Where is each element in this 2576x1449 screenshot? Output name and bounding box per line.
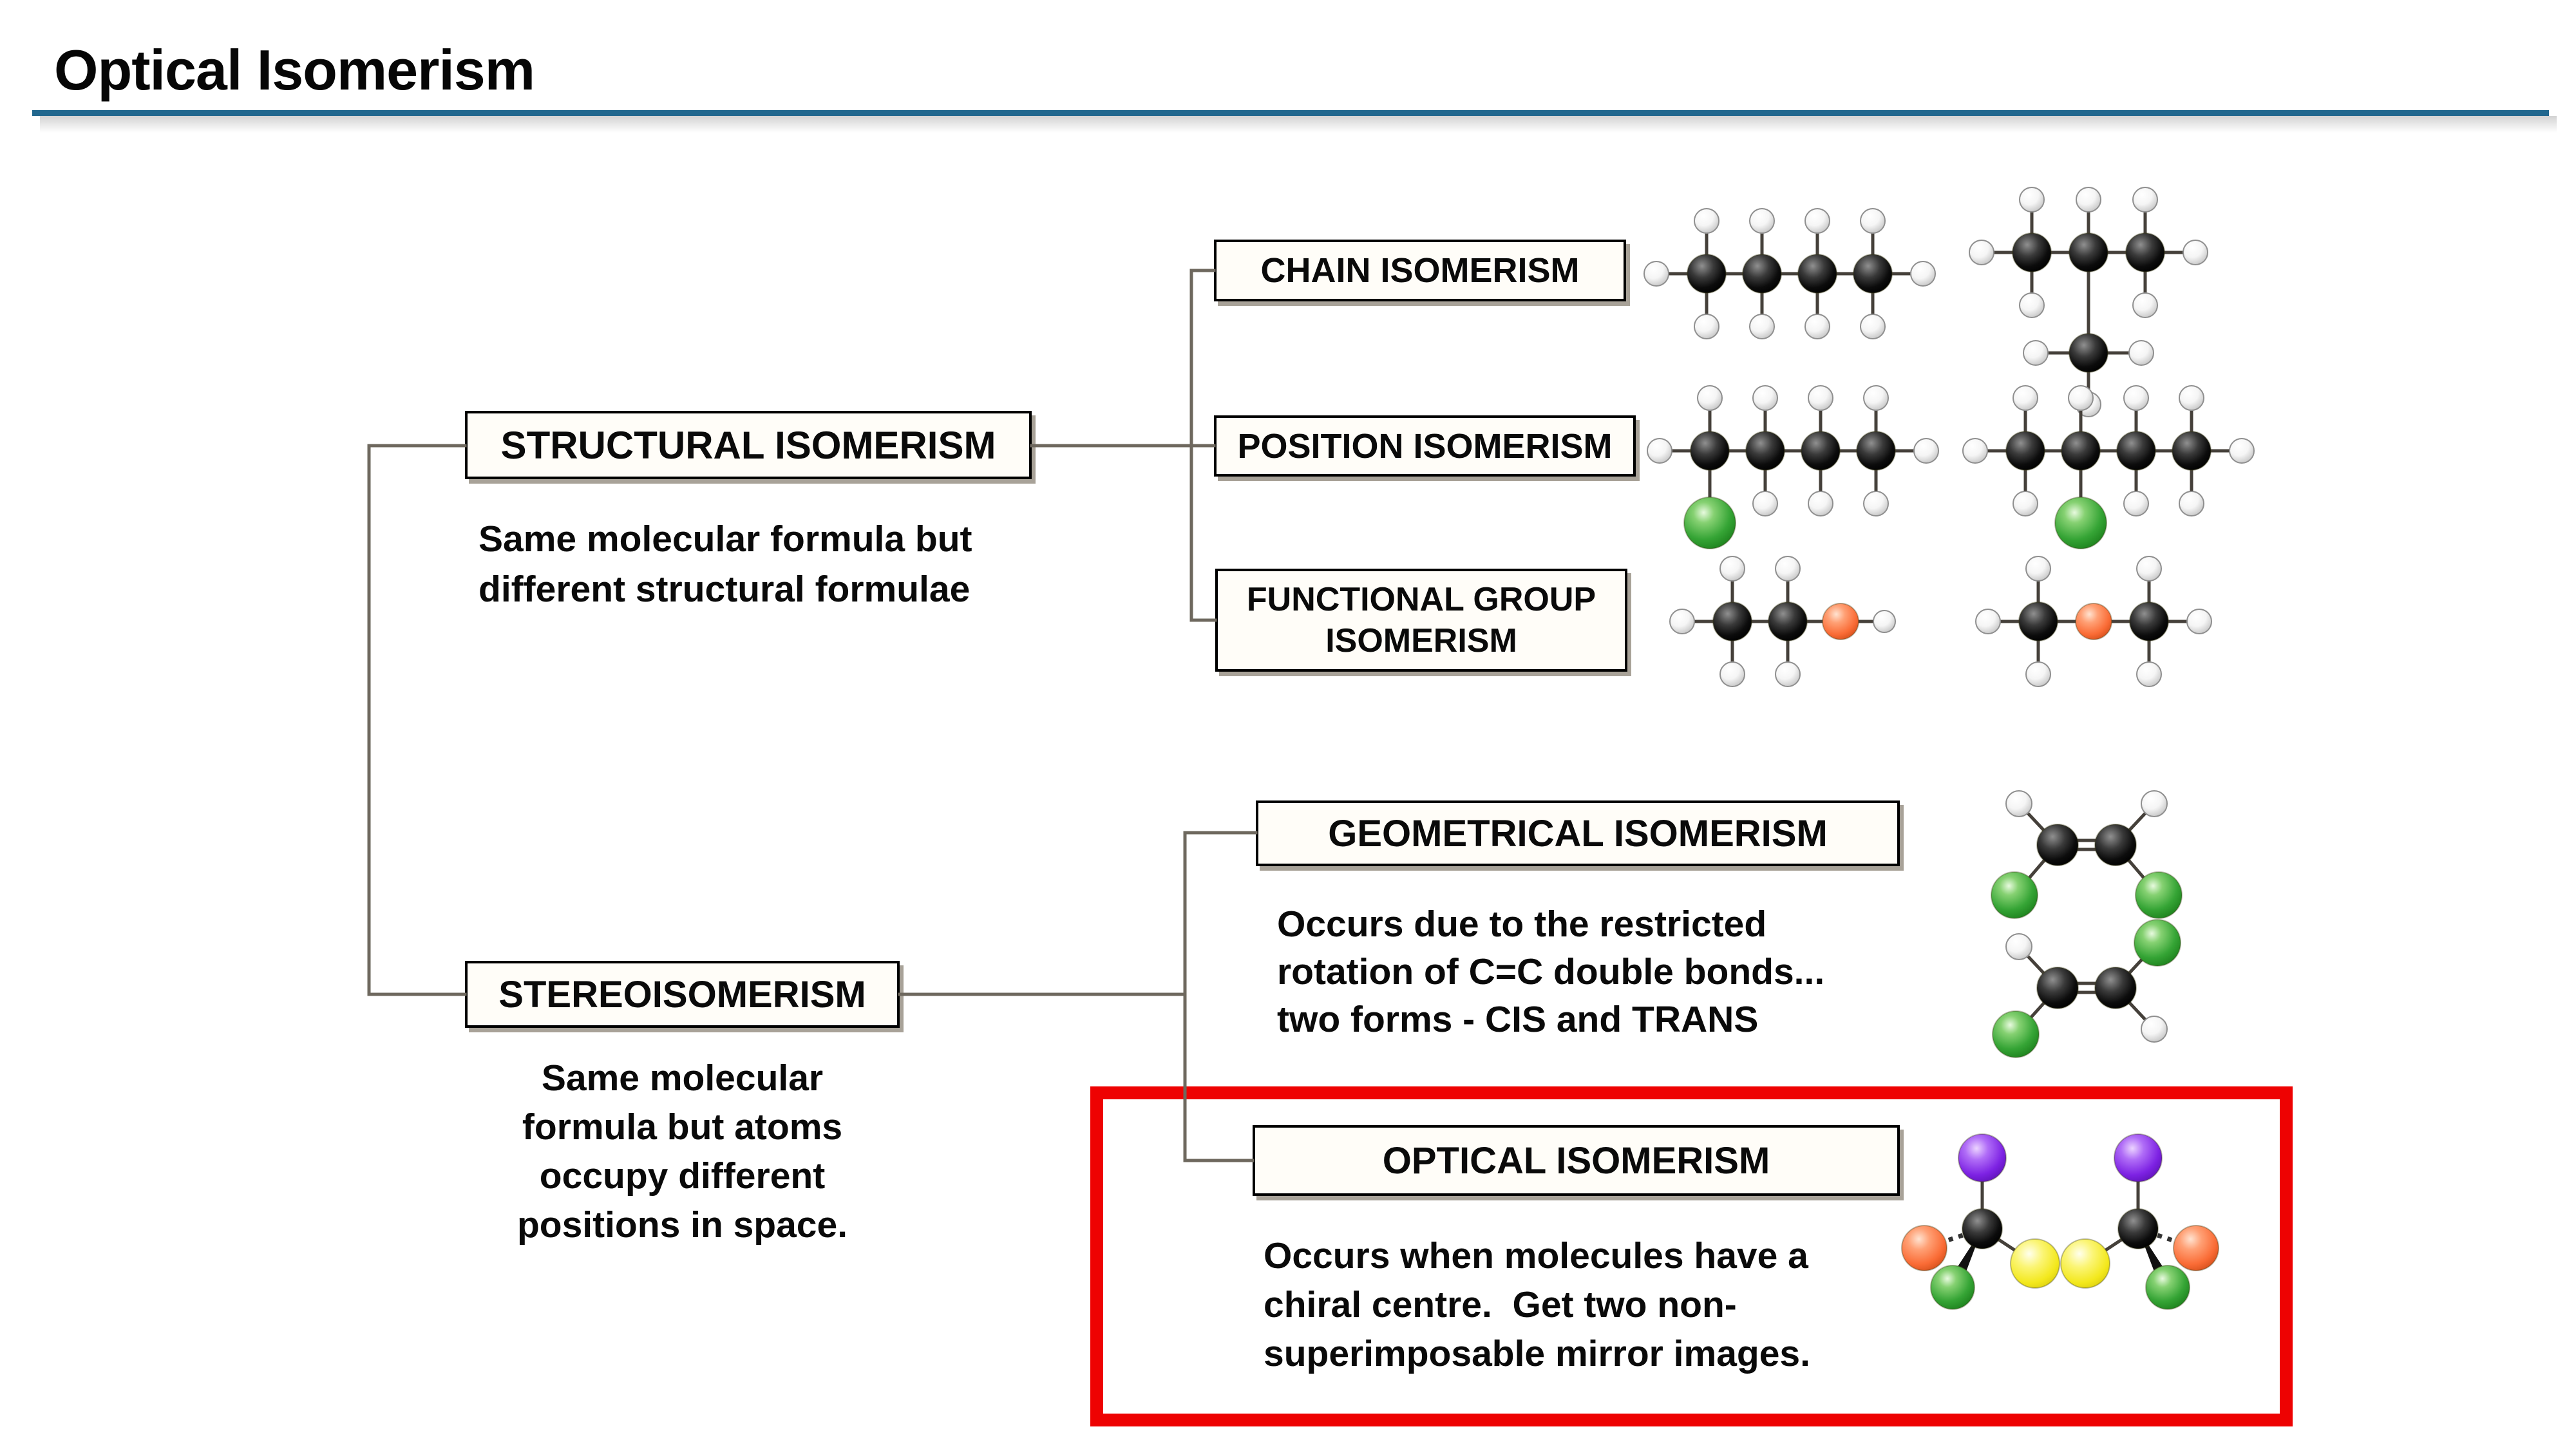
butane-atom-C: [1798, 254, 1837, 293]
2-chlorobutane-atom-H: [2013, 491, 2038, 516]
ethanol-atom-H: [1873, 611, 1895, 632]
butane-atom-H: [1750, 209, 1774, 233]
butane-atom-C: [1853, 254, 1892, 293]
optical-description-line: chiral centre. Get two non-: [1264, 1284, 1737, 1325]
trans-isomer-atom-C: [2095, 967, 2136, 1009]
ethanol-atom-H: [1776, 556, 1800, 581]
bond: [2019, 947, 2058, 988]
trans-isomer-atom-H: [2141, 1016, 2167, 1042]
2-chlorobutane-atom-H: [2124, 386, 2148, 410]
1-chlorobutane-atom-H: [1864, 386, 1888, 410]
molecule-methylpropane: [1969, 187, 2208, 417]
methylpropane-atom-H: [2133, 187, 2157, 212]
2-chlorobutane-atom-H: [2013, 386, 2038, 410]
butane-atom-H: [1805, 314, 1830, 339]
methylpropane-atom-H: [2076, 187, 2101, 212]
dimethyl-ether-atom-H: [2026, 662, 2050, 687]
methylpropane-atom-C: [2069, 233, 2108, 272]
dimethyl-ether-atom-C: [2130, 602, 2168, 641]
structural-isomerism-label: STRUCTURAL ISOMERISM: [500, 423, 996, 467]
position-isomerism-label: POSITION ISOMERISM: [1237, 426, 1613, 466]
ethanol-atom-C: [1768, 602, 1807, 641]
methylpropane-atom-C: [2069, 334, 2108, 372]
2-chlorobutane-atom-H: [2069, 386, 2093, 410]
1-chlorobutane-atom-C: [1857, 431, 1895, 470]
geometrical-description-line: Occurs due to the restricted: [1277, 904, 1767, 945]
ethanol-atom-H: [1720, 556, 1745, 581]
molecule-dimethyl-ether: [1976, 556, 2211, 687]
butane-atom-H: [1694, 314, 1719, 339]
stereo-description: [465, 1054, 900, 1249]
optical-description-line: Occurs when molecules have a: [1264, 1235, 1808, 1276]
molecule-butane: [1644, 209, 1935, 339]
butane-atom-H: [1750, 314, 1774, 339]
butane-atom-H: [1861, 209, 1885, 233]
bond: [2019, 804, 2058, 845]
dimethyl-ether-atom-H: [2026, 556, 2050, 581]
butane-atom-H: [1911, 261, 1935, 286]
2-chlorobutane-atom-H: [1963, 439, 1987, 463]
geometrical-description-line: rotation of C=C double bonds...: [1277, 951, 1825, 992]
dimethyl-ether-atom-C: [2019, 602, 2058, 641]
stereo-description-line: positions in space.: [516, 1204, 848, 1245]
1-chlorobutane-atom-Cl: [1684, 497, 1736, 549]
molecule-ethanol: [1670, 556, 1895, 687]
molecule-1-chlorobutane: [1647, 386, 1938, 549]
stereo-description-line: Same molecular: [541, 1057, 824, 1099]
title-underline: [32, 110, 2549, 116]
structural-description-line: different structural formulae: [478, 569, 971, 610]
stereo-description-line: occupy different: [539, 1155, 826, 1197]
molecule-trans-isomer: [1993, 920, 2181, 1057]
stereo-description-line: formula but atoms: [522, 1106, 843, 1148]
ethanol-atom-O: [1823, 603, 1859, 639]
optical-isomerism-box: [1253, 1125, 1900, 1196]
1-chlorobutane-atom-H: [1753, 386, 1777, 410]
1-chlorobutane-atom-C: [1746, 431, 1785, 470]
1-chlorobutane-atom-H: [1698, 386, 1722, 410]
methylpropane-atom-H: [2020, 293, 2044, 317]
methylpropane-atom-H: [2133, 293, 2157, 317]
bond: [2116, 988, 2154, 1029]
trans-isomer-atom-Cl: [1993, 1011, 2039, 1057]
dimethyl-ether-atom-H: [1976, 609, 2000, 634]
1-chlorobutane-atom-H: [1808, 491, 1833, 516]
structural-description-line: Same molecular formula but: [478, 518, 972, 560]
ethanol-atom-C: [1713, 602, 1752, 641]
2-chlorobutane-atom-H: [2124, 491, 2148, 516]
structural-description: [478, 514, 972, 614]
1-chlorobutane-atom-H: [1753, 491, 1777, 516]
ethanol-atom-H: [1720, 662, 1745, 687]
bond: [2116, 845, 2159, 895]
1-chlorobutane-atom-H: [1864, 491, 1888, 516]
cis-isomer-atom-C: [2095, 824, 2136, 866]
1-chlorobutane-atom-H: [1808, 386, 1833, 410]
functional-group-isomerism-box: [1215, 569, 1627, 672]
dimethyl-ether-atom-O: [2076, 603, 2112, 639]
butane-atom-H: [1861, 314, 1885, 339]
methylpropane-atom-C: [2126, 233, 2164, 272]
cis-isomer-atom-C: [2037, 824, 2078, 866]
2-chlorobutane-atom-C: [2117, 431, 2155, 470]
dimethyl-ether-atom-H: [2187, 609, 2211, 634]
bond: [2016, 988, 2058, 1034]
position-isomerism-box: [1214, 415, 1636, 477]
1-chlorobutane-atom-H: [1914, 439, 1938, 463]
cis-isomer-atom-Cl: [2136, 872, 2182, 918]
bond: [2014, 845, 2058, 895]
functional-group-isomerism-label: FUNCTIONAL GROUP ISOMERISM: [1246, 581, 1596, 659]
methylpropane-atom-H: [2129, 341, 2154, 365]
bond: [2116, 804, 2154, 845]
dimethyl-ether-atom-H: [2137, 662, 2161, 687]
butane-atom-C: [1687, 254, 1726, 293]
2-chlorobutane-atom-H: [2179, 491, 2204, 516]
methylpropane-atom-H: [1969, 240, 1994, 265]
methylpropane-atom-H: [2023, 341, 2048, 365]
trans-isomer-atom-C: [2037, 967, 2078, 1009]
2-chlorobutane-atom-C: [2006, 431, 2045, 470]
bond: [2116, 943, 2157, 988]
geometrical-description: [1277, 900, 1824, 1043]
trans-isomer-atom-H: [2006, 934, 2032, 960]
1-chlorobutane-atom-H: [1647, 439, 1672, 463]
molecule-2-chlorobutane: [1963, 386, 2254, 549]
structural-isomerism-box: [465, 411, 1032, 479]
methylpropane-atom-H: [2183, 240, 2208, 265]
cis-isomer-atom-Cl: [1991, 872, 2038, 918]
methylpropane-atom-H: [2076, 392, 2101, 417]
chain-isomerism-box: [1214, 240, 1626, 301]
chain-isomerism-label: CHAIN ISOMERISM: [1260, 251, 1580, 290]
2-chlorobutane-atom-C: [2061, 431, 2100, 470]
trans-isomer-atom-Cl: [2134, 920, 2181, 966]
stereoisomerism-box: [465, 961, 900, 1028]
ethanol-atom-H: [1776, 662, 1800, 687]
methylpropane-atom-H: [2020, 187, 2044, 212]
2-chlorobutane-atom-Cl: [2055, 497, 2107, 549]
methylpropane-atom-C: [2012, 233, 2051, 272]
cis-isomer-atom-H: [2141, 791, 2167, 817]
butane-atom-H: [1644, 261, 1669, 286]
dimethyl-ether-atom-H: [2137, 556, 2161, 581]
1-chlorobutane-atom-C: [1801, 431, 1840, 470]
1-chlorobutane-atom-C: [1690, 431, 1729, 470]
ethanol-atom-H: [1670, 609, 1694, 634]
optical-isomerism-label: OPTICAL ISOMERISM: [1382, 1139, 1770, 1182]
stereoisomerism-label: STEREOISOMERISM: [498, 973, 866, 1016]
page-title: Optical Isomerism: [54, 38, 535, 102]
cis-isomer-atom-H: [2006, 791, 2032, 817]
geometrical-isomerism-label: GEOMETRICAL ISOMERISM: [1328, 812, 1828, 855]
2-chlorobutane-atom-H: [2179, 386, 2204, 410]
2-chlorobutane-atom-H: [2230, 439, 2254, 463]
geometrical-isomerism-box: [1256, 800, 1900, 866]
2-chlorobutane-atom-C: [2172, 431, 2211, 470]
title-underline-shadow: [40, 116, 2557, 133]
optical-description-line: superimposable mirror images.: [1264, 1333, 1810, 1374]
butane-atom-H: [1805, 209, 1830, 233]
geometrical-description-line: two forms - CIS and TRANS: [1277, 999, 1759, 1040]
butane-atom-C: [1743, 254, 1781, 293]
molecule-cis-isomer: [1991, 791, 2182, 918]
optical-description: [1264, 1231, 1810, 1378]
butane-atom-H: [1694, 209, 1719, 233]
